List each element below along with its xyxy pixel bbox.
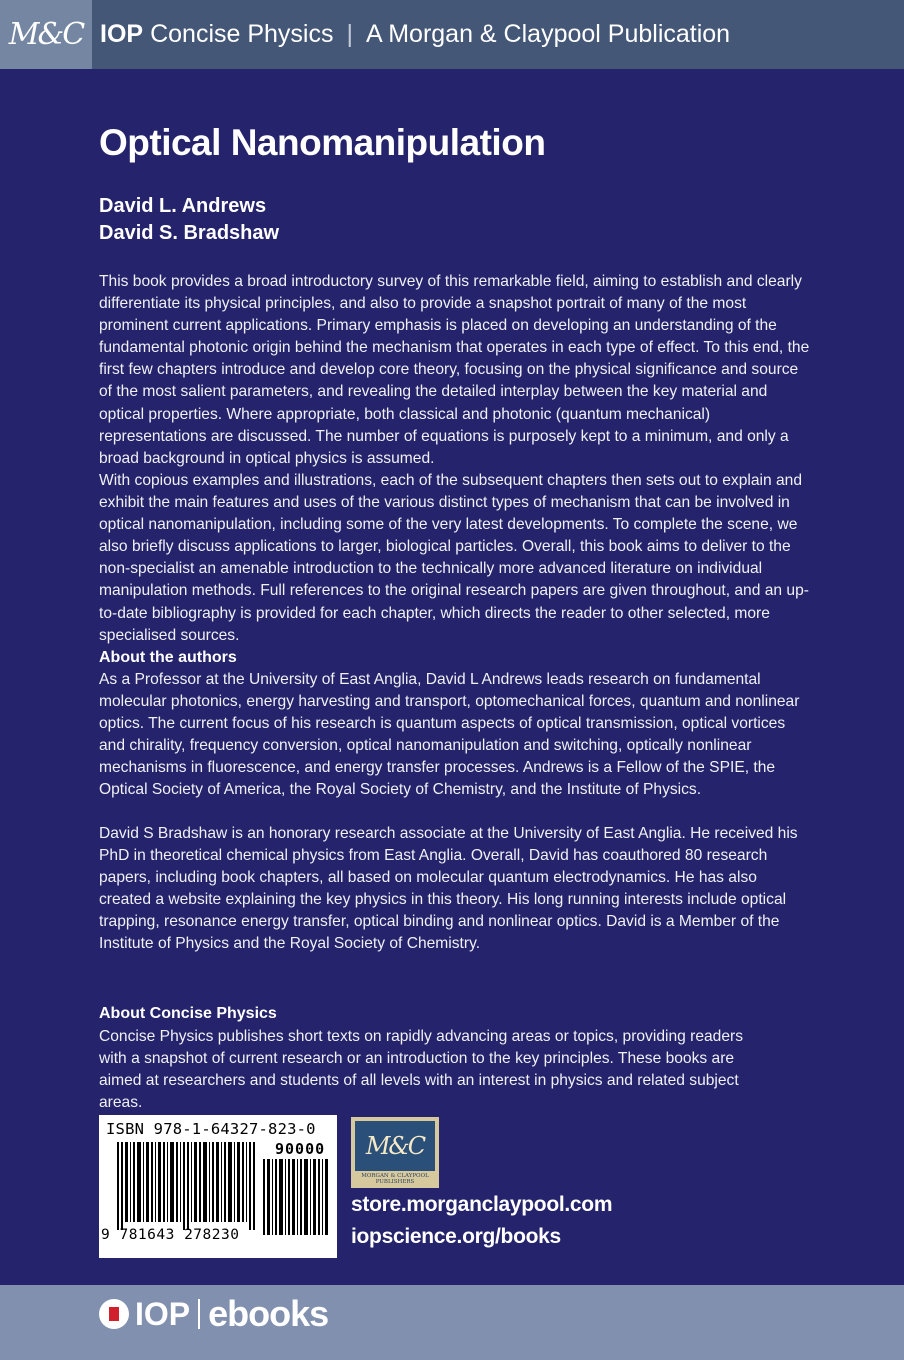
footer-ebooks: ebooks (208, 1293, 329, 1334)
barcode-addon-number: 90000 (275, 1140, 326, 1158)
series-separator: | (346, 20, 353, 48)
author-bio-paragraph: David S Bradshaw is an honorary research associate at the University of East Anglia. He received his PhD in theoretical chemical physics from East Anglia. Overall, David has coauthored 80 research papers, including book chapters, all based on molecular quantum electrodynamics. He has also created a website explaining the key physics in this theory. His long running interests include optical trapping, resonance energy transfer, optical binding and nonlinear optics. David is a Member of the Institute of Physics and the Royal Society of Chemistry. (99, 825, 798, 953)
series-iop: IOP (100, 20, 144, 48)
description-paragraph: With copious examples and illustrations, each of the subsequent chapters then sets out to explain and exhibit the main features and uses of the various distinct types of mechanism that can be involved in optical nanomanipulation, including some of the very latest developments. To complete the scene, we also briefly discuss applications to larger, biological particles. Overall, this book aims to deliver to the non-specialist an amenable introduction to the technically more advanced literature on individual manipulation methods. Full references to the original research papers are given throughout, and an up-to-date bibliography is provided for each chapter, which directs the reader to other selected, more specialised sources. (99, 472, 809, 644)
iopscience-link[interactable]: iopscience.org/books (351, 1225, 561, 1248)
footer-bar (0, 1285, 904, 1360)
morgan-claypool-logo: M&C (0, 0, 92, 69)
book-title: Optical Nanomanipulation (99, 122, 546, 163)
footer-iop: IOP (135, 1295, 191, 1332)
author-name: David S. Bradshaw (99, 222, 280, 244)
publication-label: A Morgan & Claypool Publication (365, 20, 731, 48)
publisher-logo (351, 1117, 439, 1188)
about-authors-heading: About the authors (99, 649, 237, 666)
barcode-digits: 9 781643 278230 (101, 1227, 240, 1243)
isbn-barcode (99, 1115, 337, 1258)
author-name: David L. Andrews (99, 195, 267, 217)
top-banner (0, 0, 904, 69)
publisher-monogram: M&C (355, 1121, 435, 1171)
series-line (100, 0, 730, 69)
footer-separator (198, 1299, 200, 1329)
barcode-bars (117, 1142, 257, 1230)
about-series-heading: About Concise Physics (99, 1005, 277, 1022)
store-link[interactable]: store.morganclaypool.com (351, 1193, 613, 1216)
iop-ebooks-logo (99, 1285, 328, 1343)
author-list (99, 193, 279, 247)
isbn-number: ISBN 978-1-64327-823-0 (106, 1120, 316, 1138)
iop-globe-icon (99, 1299, 129, 1329)
series-name: Concise Physics (150, 20, 334, 48)
about-series-paragraph: Concise Physics publishes short texts on rapidly advancing areas or topics, providing readers with a snapshot of current research or an introduction to the key principles. These books are aimed at researchers and students of all levels with an interest in physics and related subject areas. (99, 1028, 744, 1112)
description-paragraph: This book provides a broad introductory survey of this remarkable field, aiming to establish and clearly differentiate its physical principles, and also to provide a snapshot portrait of many of the most prominent current applications. Primary emphasis is placed on developing an understanding of the fundamental photonic origin behind the mechanism that operates in each type of effect. To this end, the first few chapters introduce and develop core theory, focusing on the physical significance and source of the most salient parameters, and revealing the detailed interplay between the key material and optical properties. Where appropriate, both classical and photonic (quantum mechanical) representations are discussed. The number of equations is purposely kept to a minimum, and only a broad background in optical physics is assumed. (99, 273, 810, 467)
barcode-addon-bars (263, 1159, 329, 1235)
publisher-logo-caption: MORGAN & CLAYPOOL PUBLISHERS (361, 1173, 429, 1185)
author-bio-paragraph: As a Professor at the University of East Anglia, David L Andrews leads research on fundamental molecular photonics, energy harvesting and transport, optomechanical forces, quantum and nonlinear optics. The current focus of his research is quantum aspects of optical transmission, optical vortices and chirality, frequency conversion, optical nanomanipulation and switching, optically nonlinear mechanisms in fluorescence, and energy transfer processes. Andrews is a Fellow of the SPIE, the Optical Society of America, the Royal Society of Chemistry, and the Institute of Physics. (99, 671, 800, 799)
